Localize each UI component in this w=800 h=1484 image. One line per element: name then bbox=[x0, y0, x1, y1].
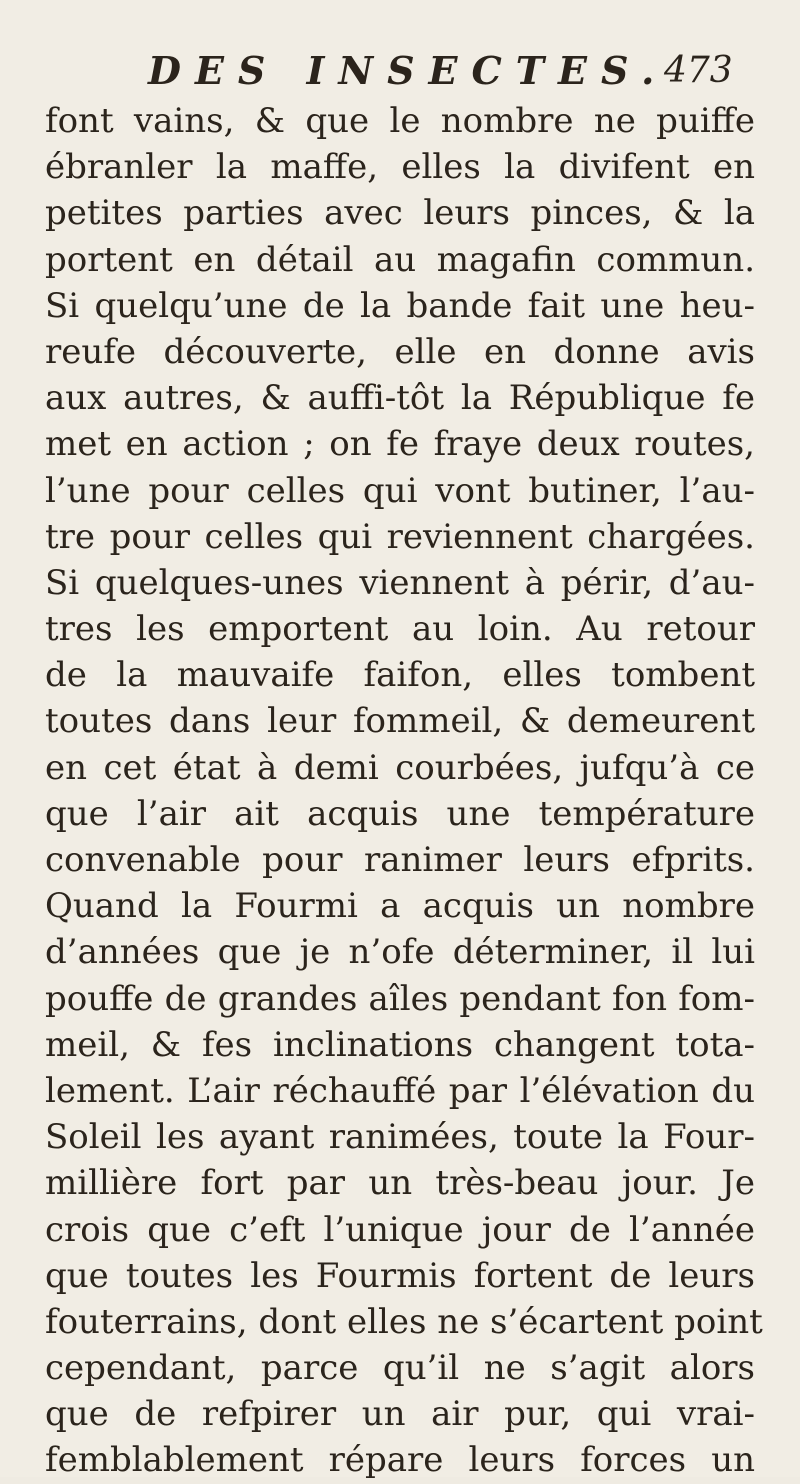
page-number: 473 bbox=[664, 50, 733, 91]
text-line: petites parties avec leurs pinces, & la bbox=[45, 193, 755, 234]
text-line: meil, & fes inclinations changent tota- bbox=[45, 1024, 755, 1065]
text-line: l’une pour celles qui vont butiner, l’au- bbox=[45, 470, 755, 511]
text-line: lement. L’air réchauffé par l’élévation du bbox=[45, 1070, 755, 1111]
text-line: font vains, & que le nombre ne puiffe bbox=[45, 101, 755, 141]
text-line: pouffe de grandes aîles pendant fon fom- bbox=[45, 978, 755, 1019]
text-line: Quand la Fourmi a acquis un nombre bbox=[45, 886, 755, 927]
text-line: crois que c’eft l’unique jour de l’année bbox=[45, 1209, 755, 1250]
text-line: fouterrains, dont elles ne s’écartent point bbox=[45, 1301, 763, 1342]
text-line: d’années que je n’ofe déterminer, il lui bbox=[45, 932, 755, 973]
body-text bbox=[45, 98, 763, 1484]
text-line: en cet état à demi courbées, jufqu’à ce bbox=[45, 747, 755, 788]
text-line: que l’air ait acquis une température bbox=[45, 793, 755, 834]
text-line: reufe découverte, elle en donne avis bbox=[45, 331, 755, 372]
text-line: Soleil les ayant ranimées, toute la Four- bbox=[45, 1117, 755, 1158]
text-line: met en action ; on fe fraye deux routes, bbox=[45, 424, 755, 465]
text-line: convenable pour ranimer leurs efprits. bbox=[45, 840, 755, 880]
text-line: millière fort par un très-beau jour. Je bbox=[45, 1163, 755, 1204]
text-line: Si quelques-unes viennent à périr, d’au- bbox=[45, 562, 755, 603]
text-line: que toutes les Fourmis fortent de leurs bbox=[45, 1255, 755, 1296]
running-head bbox=[0, 46, 800, 96]
text-line: Si quelqu’une de la bande fait une heu- bbox=[45, 285, 755, 326]
text-line: cependant, parce qu’il ne s’agit alors bbox=[45, 1348, 755, 1389]
text-line: que de refpirer un air pur, qui vrai- bbox=[45, 1394, 755, 1435]
text-line: tres les emportent au loin. Au retour bbox=[45, 609, 755, 650]
text-line: portent en détail au magafin commun. bbox=[45, 239, 755, 280]
text-line: de la mauvaife faifon, elles tombent bbox=[45, 655, 755, 696]
text-line: tre pour celles qui reviennent chargées. bbox=[45, 516, 755, 557]
text-line: femblablement répare leurs forces un bbox=[45, 1440, 755, 1481]
text-line: ébranler la maffe, elles la divifent en bbox=[45, 147, 755, 188]
text-line: aux autres, & auffi-tôt la République fe bbox=[45, 378, 755, 419]
running-title: DES INSECTES. bbox=[148, 48, 669, 93]
text-line: toutes dans leur fommeil, & demeurent bbox=[45, 701, 755, 742]
